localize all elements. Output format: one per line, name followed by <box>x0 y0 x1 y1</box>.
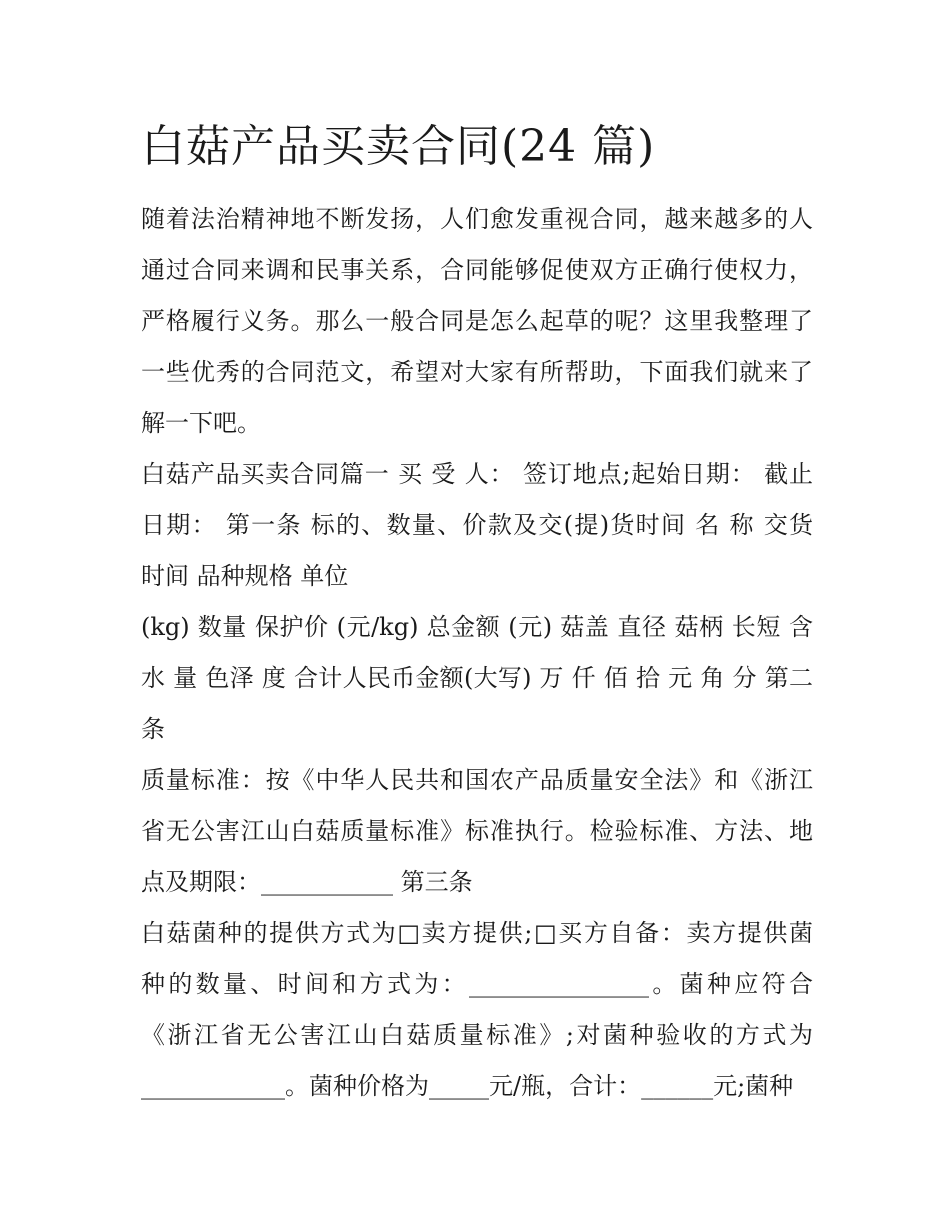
paragraph-line: 种的数量、时间和方式为：_______________。菌种应符合 <box>141 970 813 998</box>
paragraph <box>141 755 813 908</box>
paragraph-line: 一些优秀的合同范文，希望对大家有所帮助，下面我们就来了 <box>141 358 813 386</box>
paragraph-line: 时间 品种规格 单位 <box>141 562 349 590</box>
paragraph <box>141 449 813 602</box>
paragraph-line: 白菇菌种的提供方式为□卖方提供;□买方自备：卖方提供菌 <box>141 919 813 947</box>
paragraph-line: 解一下吧。 <box>141 409 261 437</box>
paragraph-line: 《浙江省无公害江山白菇质量标准》;对菌种验收的方式为 <box>141 1021 813 1049</box>
paragraph-line: 点及期限：___________ 第三条 <box>141 868 473 896</box>
paragraph-line: 省无公害江山白菇质量标准》标准执行。检验标准、方法、地 <box>141 817 813 845</box>
document-page <box>141 112 813 1112</box>
document-body <box>141 194 813 1112</box>
paragraph-line: ____________。菌种价格为_____元/瓶，合计：______元;菌种 <box>141 1072 794 1100</box>
paragraph <box>141 194 813 449</box>
paragraph-line: 条 <box>141 715 165 743</box>
paragraph-line: 质量标准：按《中华人民共和国农产品质量安全法》和《浙江 <box>141 766 813 794</box>
paragraph-line: 水 量 色泽 度 合计人民币金额(大写) 万 仟 佰 拾 元 角 分 第二 <box>141 664 813 692</box>
paragraph <box>141 908 813 1112</box>
document-title: 白菇产品买卖合同(24 篇) <box>141 121 656 172</box>
paragraph-line: 日期： 第一条 标的、数量、价款及交(提)货时间 名 称 交货 <box>141 511 813 539</box>
paragraph-line: 严格履行义务。那么一般合同是怎么起草的呢？这里我整理了 <box>141 307 813 335</box>
paragraph-line: 随着法治精神地不断发扬，人们愈发重视合同，越来越多的人 <box>141 205 813 233</box>
paragraph-line: (kg) 数量 保护价 (元/kg) 总金额 (元) 菇盖 直径 菇柄 长短 含 <box>141 613 813 641</box>
paragraph-line: 通过合同来调和民事关系，合同能够促使双方正确行使权力， <box>141 256 813 284</box>
paragraph <box>141 602 813 755</box>
paragraph-line: 白菇产品买卖合同篇一 买 受 人： 签订地点;起始日期： 截止 <box>141 460 813 488</box>
